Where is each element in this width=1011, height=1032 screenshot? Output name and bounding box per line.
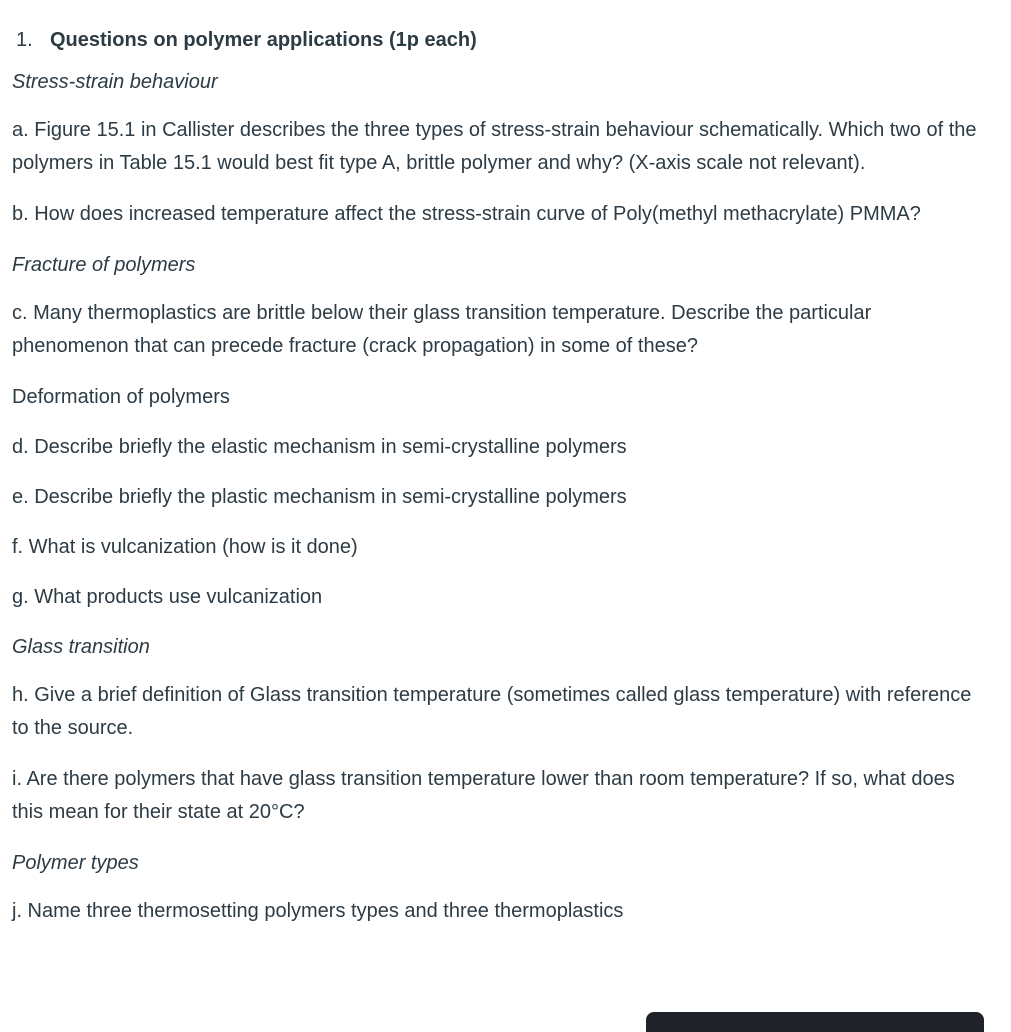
question-i: i. Are there polymers that have glass transition temperature lower than room temperature? If so, what does this mean for their state at 20°C? bbox=[12, 768, 955, 823]
bottom-overlay-bar bbox=[646, 1012, 984, 1032]
question-b: b. How does increased temperature affect the stress-strain curve of Poly(methyl methacrylate) PMMA? bbox=[12, 203, 921, 225]
question-j: j. Name three thermosetting polymers types and three thermoplastics bbox=[12, 900, 624, 922]
question-number: 1. bbox=[16, 29, 33, 51]
question-title: Questions on polymer applications (1p each) bbox=[50, 29, 477, 51]
section-polymer-types: Polymer types bbox=[12, 852, 139, 874]
question-a: a. Figure 15.1 in Callister describes the three types of stress-strain behaviour schematically. Which two of the polymers in Table 15.1 would best fit type A, brittle polymer and why? (X-axis scale not relevant). bbox=[12, 119, 977, 174]
question-e: e. Describe briefly the plastic mechanism in semi-crystalline polymers bbox=[12, 486, 627, 508]
section-stress-strain: Stress-strain behaviour bbox=[12, 71, 218, 93]
question-g: g. What products use vulcanization bbox=[12, 586, 323, 608]
question-heading bbox=[12, 24, 987, 56]
question-f: f. What is vulcanization (how is it done) bbox=[12, 536, 358, 558]
question-d: d. Describe briefly the elastic mechanism in semi-crystalline polymers bbox=[12, 436, 627, 458]
section-deformation: Deformation of polymers bbox=[12, 386, 230, 408]
question-h: h. Give a brief definition of Glass transition temperature (sometimes called glass temperature) with reference to the source. bbox=[12, 684, 972, 739]
section-fracture: Fracture of polymers bbox=[12, 254, 196, 276]
question-c: c. Many thermoplastics are brittle below their glass transition temperature. Describe the particular phenomenon that can precede fracture (crack propagation) in some of these? bbox=[12, 302, 872, 357]
section-glass-transition: Glass transition bbox=[12, 636, 150, 658]
question-document bbox=[12, 24, 987, 946]
